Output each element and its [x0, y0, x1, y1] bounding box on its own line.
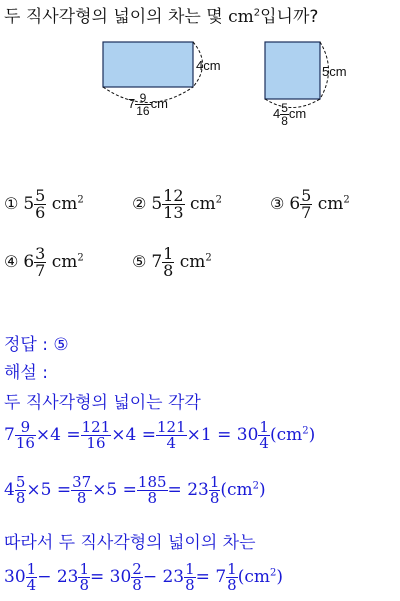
choice-denominator: 8: [163, 261, 174, 280]
eq-numerator: 185: [137, 473, 167, 491]
eq-denominator: 8: [185, 576, 195, 594]
eq-numerator: 1: [185, 560, 195, 578]
choice-whole: 6: [23, 252, 35, 272]
eq-unit: (cm: [237, 567, 270, 587]
eq-unit: (cm: [269, 425, 303, 445]
eq-term: ×4 =: [111, 425, 156, 445]
width-whole: 4: [273, 105, 281, 121]
choice-mark: ⑤: [132, 252, 147, 271]
choice-4[interactable]: [4, 246, 84, 279]
solution-equation-3: [4, 562, 283, 593]
choice-whole: 5: [151, 194, 163, 214]
eq-paren: ): [308, 425, 316, 445]
eq-term: = 30: [90, 567, 132, 587]
question-unit-power: 2: [253, 7, 261, 19]
width-unit: cm: [288, 105, 307, 121]
choice-whole: 7: [151, 252, 163, 272]
eq-denominator: 8: [209, 489, 220, 507]
eq-paren: ): [276, 567, 283, 587]
choice-1[interactable]: [4, 188, 84, 221]
eq-unit-power: 2: [269, 567, 277, 579]
question-unit: cm: [228, 7, 254, 27]
choice-unit-power: 2: [77, 252, 84, 264]
rectangle-1-width-label: [128, 92, 168, 117]
choice-mark: ①: [4, 194, 19, 213]
width-numerator: 9: [139, 91, 147, 105]
rectangle-1: [103, 42, 193, 87]
eq-denominator: 8: [137, 490, 168, 506]
choice-denominator: 7: [35, 261, 46, 280]
choice-5[interactable]: [132, 246, 212, 279]
eq-denominator: 4: [259, 434, 269, 452]
choice-whole: 5: [23, 194, 35, 214]
choice-mark: ②: [132, 194, 147, 213]
choice-unit-power: 2: [343, 194, 350, 206]
choice-3[interactable]: [270, 188, 350, 221]
eq-term: 7: [4, 425, 15, 445]
solution-line-4: 따라서 두 직사각형의 넓이의 차는: [4, 533, 256, 553]
eq-denominator: 8: [71, 490, 92, 506]
eq-term: − 23: [142, 567, 185, 587]
eq-unit: (cm: [220, 480, 253, 500]
eq-term: 30: [4, 567, 26, 587]
eq-term: 4: [4, 480, 15, 500]
eq-term: ×1 = 30: [186, 425, 259, 445]
eq-term: ×4 =: [35, 425, 81, 445]
choice-numerator: 5: [35, 186, 46, 205]
choice-mark: ④: [4, 252, 19, 271]
rectangle-2-width-label: [273, 102, 306, 127]
eq-unit-power: 2: [302, 425, 309, 437]
eq-denominator: 16: [81, 435, 112, 451]
rectangle-2-height-label: 5cm: [322, 64, 347, 79]
answer-value: ⑤: [53, 335, 69, 355]
choice-unit: cm: [51, 194, 78, 214]
question-prefix: 두 직사각형의 넓이의 차는 몇: [4, 7, 229, 27]
eq-numerator: 1: [259, 418, 269, 436]
eq-term: = 23: [167, 480, 209, 500]
eq-numerator: 9: [20, 418, 31, 436]
eq-term: ×5 =: [92, 480, 137, 500]
eq-denominator: 4: [26, 576, 37, 594]
eq-numerator: 2: [132, 560, 142, 578]
choice-denominator: 6: [35, 203, 46, 222]
eq-denominator: 8: [15, 489, 26, 507]
eq-numerator: 1: [26, 560, 37, 578]
choice-unit: cm: [51, 252, 78, 272]
question-suffix: 입니까?: [260, 7, 319, 27]
width-denominator: 8: [281, 114, 288, 128]
choice-2[interactable]: [132, 188, 222, 221]
eq-term: − 23: [37, 567, 79, 587]
eq-numerator: 1: [209, 473, 220, 491]
width-numerator: 5: [281, 101, 288, 115]
choice-numerator: 5: [301, 186, 312, 205]
solution-line-1: 두 직사각형의 넓이는 각각: [4, 393, 201, 413]
eq-denominator: 16: [15, 434, 35, 452]
eq-unit-power: 2: [252, 480, 260, 492]
eq-denominator: 8: [132, 576, 142, 594]
choice-numerator: 3: [35, 244, 46, 263]
eq-numerator: 121: [81, 418, 111, 436]
eq-numerator: 121: [157, 418, 186, 436]
solution-equation-1: [4, 420, 315, 451]
choice-numerator: 12: [163, 186, 184, 205]
eq-paren: ): [259, 480, 266, 500]
choice-denominator: 7: [301, 203, 312, 222]
eq-term: = 7: [195, 567, 227, 587]
width-whole: 7: [128, 95, 136, 111]
choice-numerator: 1: [163, 244, 174, 263]
solution-label: 해설 :: [4, 363, 48, 383]
choice-unit: cm: [179, 252, 206, 272]
choice-unit: cm: [317, 194, 344, 214]
eq-denominator: 4: [156, 435, 187, 451]
choice-unit-power: 2: [77, 194, 84, 206]
answer-line: [4, 330, 69, 355]
choice-whole: 6: [289, 194, 301, 214]
eq-numerator: 1: [79, 560, 90, 578]
choice-unit-power: 2: [205, 252, 212, 264]
eq-numerator: 37: [72, 473, 92, 491]
eq-denominator: 8: [79, 576, 90, 594]
solution-equation-2: [4, 475, 266, 506]
choice-mark: ③: [270, 194, 285, 213]
eq-numerator: 5: [15, 473, 26, 491]
choice-unit: cm: [189, 194, 216, 214]
choice-denominator: 13: [163, 203, 184, 222]
answer-label: 정답 :: [4, 335, 48, 355]
width-unit: cm: [150, 95, 168, 111]
rectangle-2: [265, 42, 320, 99]
eq-denominator: 8: [227, 576, 237, 594]
eq-numerator: 1: [227, 560, 237, 578]
eq-term: ×5 =: [26, 480, 72, 500]
width-denominator: 16: [136, 104, 150, 118]
rectangle-1-height-label: 4cm: [196, 58, 221, 73]
choice-unit-power: 2: [215, 194, 222, 206]
